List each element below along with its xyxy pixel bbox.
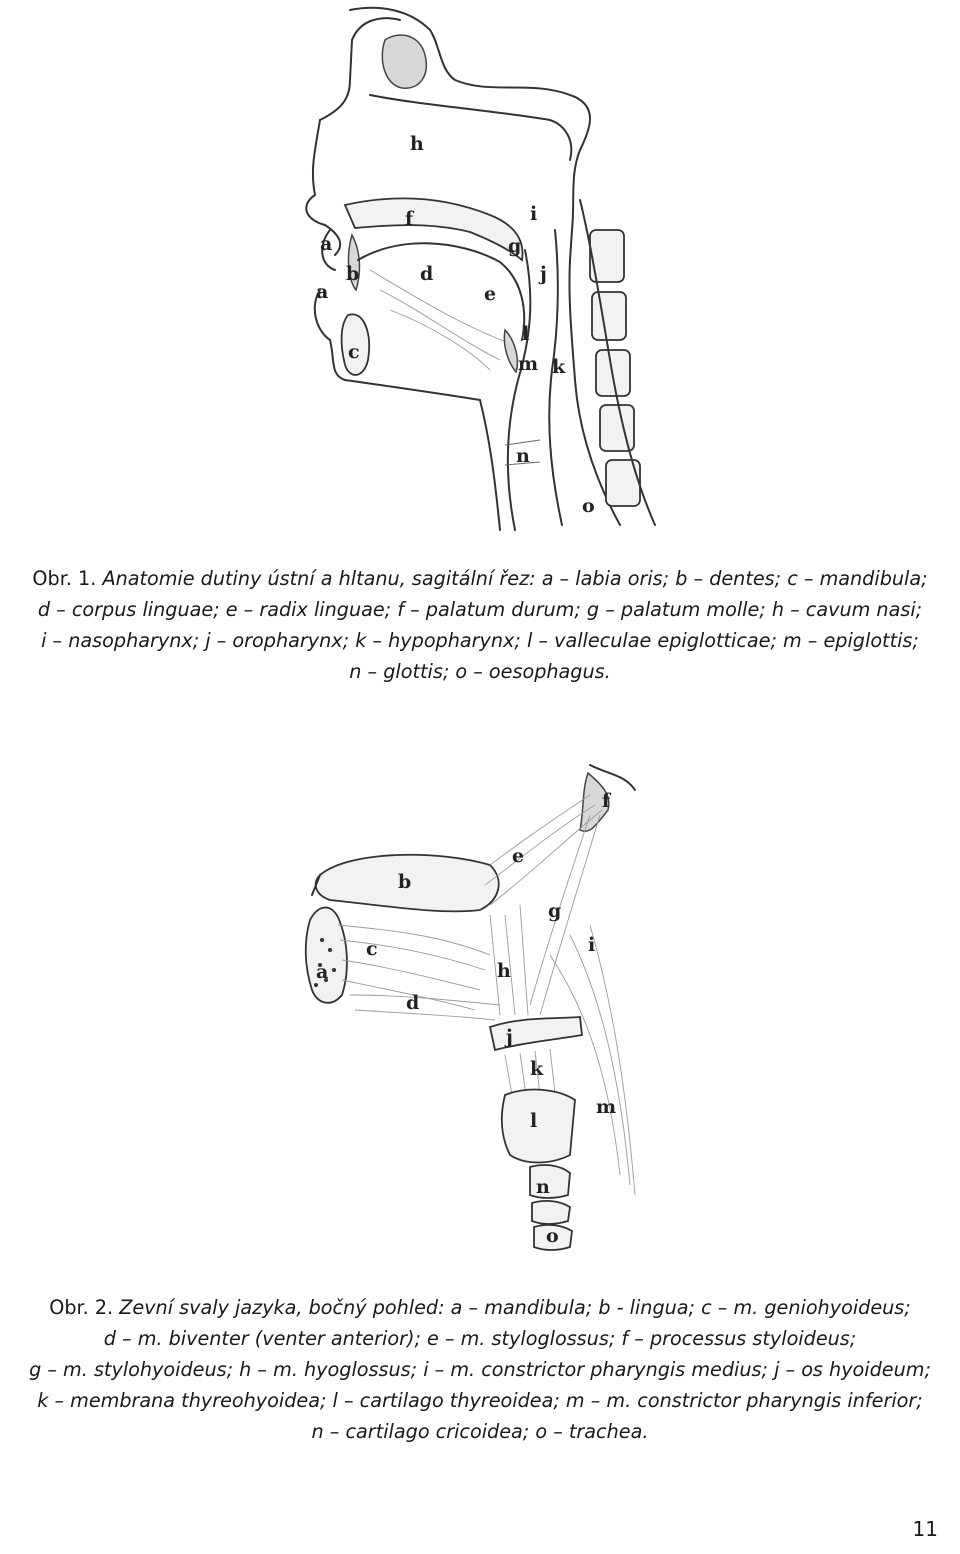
fig1-label-b: b — [346, 263, 360, 285]
page-number: 11 — [912, 1517, 938, 1541]
fig2-label-i: i — [588, 934, 596, 956]
fig2-label-j: j — [506, 1026, 513, 1048]
fig1-label-f: f — [405, 208, 414, 230]
vertebrae — [580, 200, 655, 525]
fig2-label-o: o — [546, 1225, 559, 1247]
fig1-label-l: l — [522, 323, 530, 345]
fig1-label-j: j — [540, 263, 547, 285]
fig1-label-d: d — [420, 263, 434, 285]
fig1-label-n: n — [516, 445, 530, 467]
fig2-label-f: f — [602, 790, 611, 812]
figure-1-drawing — [290, 0, 710, 535]
caption-2-line-5: n – cartilago cricoidea; o – trachea. — [311, 1420, 649, 1443]
figure-2-drawing — [290, 755, 670, 1255]
fig2-label-k: k — [530, 1058, 544, 1080]
fig2-label-l: l — [530, 1110, 538, 1132]
caption-2-line-4: k – membrana thyreohyoidea; l – cartilago thyreoidea; m – m. constrictor pharyngis inferior; — [37, 1389, 923, 1412]
caption-2-line-1-text: Zevní svaly jazyka, bočný pohled: a – mandibula; b - lingua; c – m. geniohyoideus; — [119, 1296, 911, 1319]
caption-1-prefix: Obr. 1. — [32, 567, 97, 590]
fig2-label-h: h — [497, 960, 511, 982]
caption-1-line-1-text: Anatomie dutiny ústní a hltanu, sagitální řez: a – labia oris; b – dentes; c – mandibula; — [102, 567, 928, 590]
fig2-label-e: e — [512, 845, 525, 867]
fig2-label-d: d — [406, 992, 420, 1014]
figure-2-caption — [0, 1292, 960, 1447]
caption-1-line-3: i – nasopharynx; j – oropharynx; k – hypopharynx; l – valleculae epiglotticae; m – epiglottis; — [41, 629, 919, 652]
fig1-label-o: o — [582, 495, 595, 517]
caption-2-line-1 — [0, 1292, 960, 1323]
fig2-label-m: m — [596, 1096, 617, 1118]
fig1-label-c: c — [348, 341, 360, 363]
caption-1-line-4: n – glottis; o – oesophagus. — [349, 660, 611, 683]
caption-1-line-1 — [0, 563, 960, 594]
caption-2-prefix: Obr. 2. — [49, 1296, 114, 1319]
caption-2-line-2: d – m. biventer (venter anterior); e – m. styloglossus; f – processus styloideus; — [103, 1327, 857, 1350]
figure-1-sagittal-section — [290, 0, 710, 535]
fig1-label-a-lower: a — [316, 281, 329, 303]
figure-2-tongue-muscles — [290, 755, 670, 1255]
caption-1-line-2: d – corpus linguae; e – radix linguae; f – palatum durum; g – palatum molle; h – cavum nasi; — [37, 598, 923, 621]
fig2-label-c: c — [366, 938, 378, 960]
fig2-label-n: n — [536, 1176, 550, 1198]
fig2-label-b: b — [398, 871, 412, 893]
fig1-label-a-upper: a — [320, 233, 333, 255]
fig1-label-m: m — [518, 353, 539, 375]
fig1-label-e: e — [484, 283, 497, 305]
fig1-label-i: i — [530, 203, 538, 225]
fig1-label-g: g — [508, 235, 522, 257]
fig1-label-h: h — [410, 133, 424, 155]
fig1-label-k: k — [552, 356, 566, 378]
fig2-label-a: a — [316, 961, 329, 983]
caption-2-line-3: g – m. stylohyoideus; h – m. hyoglossus; i – m. constrictor pharyngis medius; j – os hyoideum; — [29, 1358, 931, 1381]
figure-1-caption — [0, 563, 960, 687]
fig2-label-g: g — [548, 900, 562, 922]
